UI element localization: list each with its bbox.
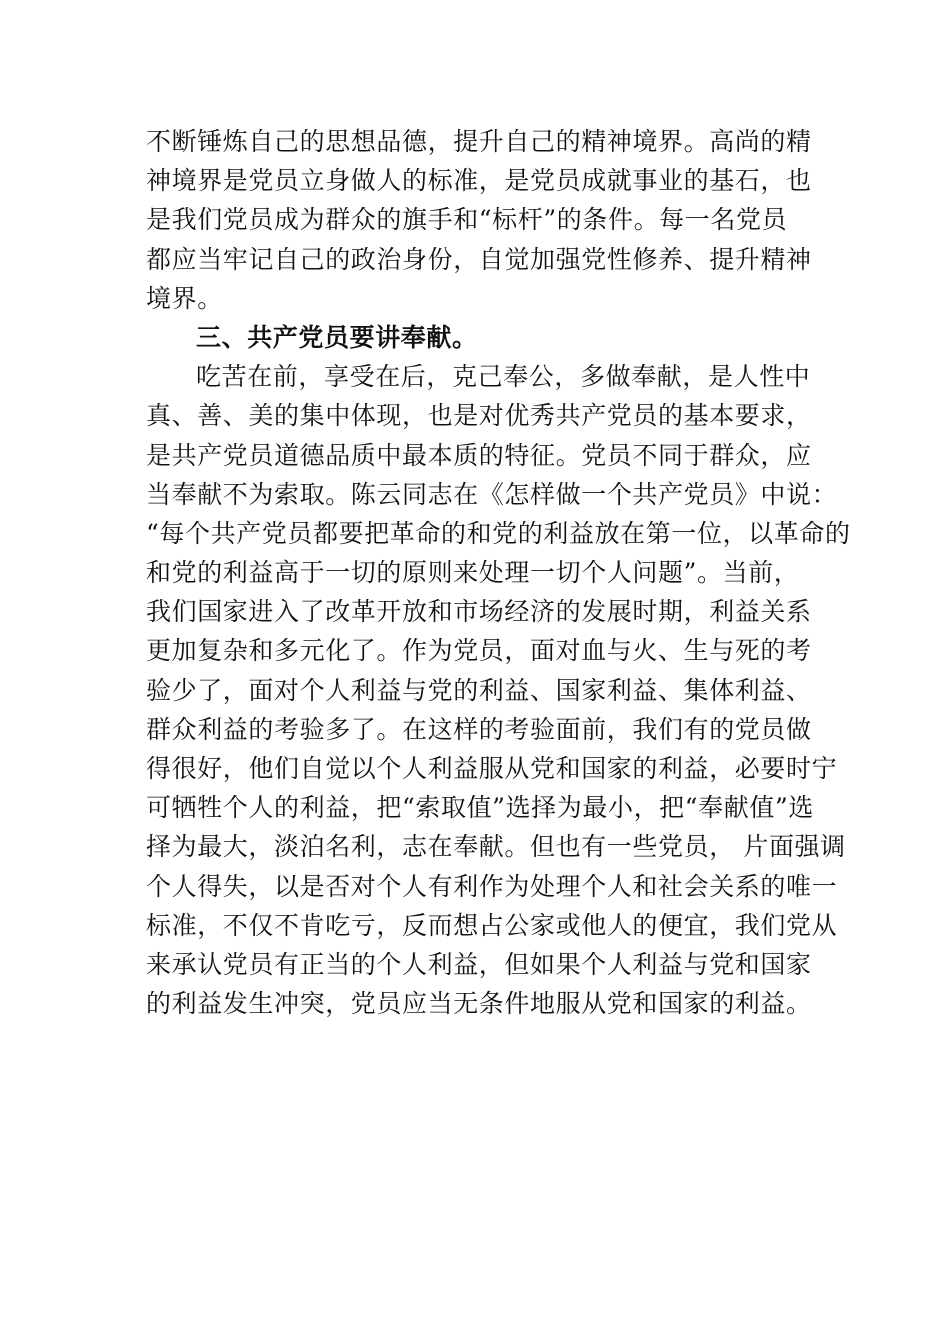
text-line: 当奉献不为索取。陈云同志在《怎样做一个共产党员》中说： xyxy=(146,479,838,509)
paragraph-continued xyxy=(146,122,814,318)
text-line: 神境界是党员立身做人的标准，是党员成就事业的基石，也 xyxy=(146,166,812,196)
text-line: 的利益发生冲突，党员应当无条件地服从党和国家的利益。 xyxy=(146,989,812,1019)
text-line: 个人得失，以是否对个人有利作为处理个人和社会关系的唯一 xyxy=(146,871,838,901)
text-line: 不断锤炼自己的思想品德，提升自己的精神境界。高尚的精 xyxy=(146,127,812,156)
text-line: 更加复杂和多元化了。作为党员，面对血与火、生与死的考 xyxy=(146,636,812,666)
text-line: 我们国家进入了改革开放和市场经济的发展时期，利益关系 xyxy=(146,597,812,627)
text-line: 境界。 xyxy=(146,283,223,313)
text-line: 是共产党员道德品质中最本质的特征。党员不同于群众，应 xyxy=(146,440,812,470)
text-line: 群众利益的考验多了。在这样的考验面前，我们有的党员做 xyxy=(146,714,812,744)
text-line: 是我们党员成为群众的旗手和“标杆”的条件。每一名党员 xyxy=(146,205,788,235)
paragraph-main xyxy=(146,357,851,1023)
text-line: 可牺牲个人的利益，把“索取值”选择为最小，把“奉献值”选 xyxy=(146,793,814,823)
text-line: 标准，不仅不肯吃亏，反而想占公家或他人的便宜，我们党从 xyxy=(146,910,838,940)
document-body xyxy=(146,122,851,1023)
text-line: 都应当牢记自己的政治身份，自觉加强党性修养、提升精神 xyxy=(146,244,812,274)
text-line: 得很好，他们自觉以个人利益服从党和国家的利益，必要时宁 xyxy=(146,754,838,783)
text-line: 验少了，面对个人利益与党的利益、国家利益、集体利益、 xyxy=(146,675,812,705)
text-line: 择为最大，淡泊名利，志在奉献。但也有一些党员， 片面强调 xyxy=(146,832,846,862)
section-heading: 三、共产党员要讲奉献。 xyxy=(196,322,478,352)
text-line: 吃苦在前，享受在后，克己奉公，多做奉献，是人性中 xyxy=(196,362,811,392)
text-line: “每个共产党员都要把革命的和党的利益放在第一位，以革命的 xyxy=(146,518,851,548)
text-line: 和党的利益高于一切的原则来处理一切个人问题”。当前， xyxy=(146,558,800,588)
text-line: 来承认党员有正当的个人利益，但如果个人利益与党和国家 xyxy=(146,949,812,979)
text-line: 真、善、美的集中体现，也是对优秀共产党员的基本要求， xyxy=(146,401,812,431)
